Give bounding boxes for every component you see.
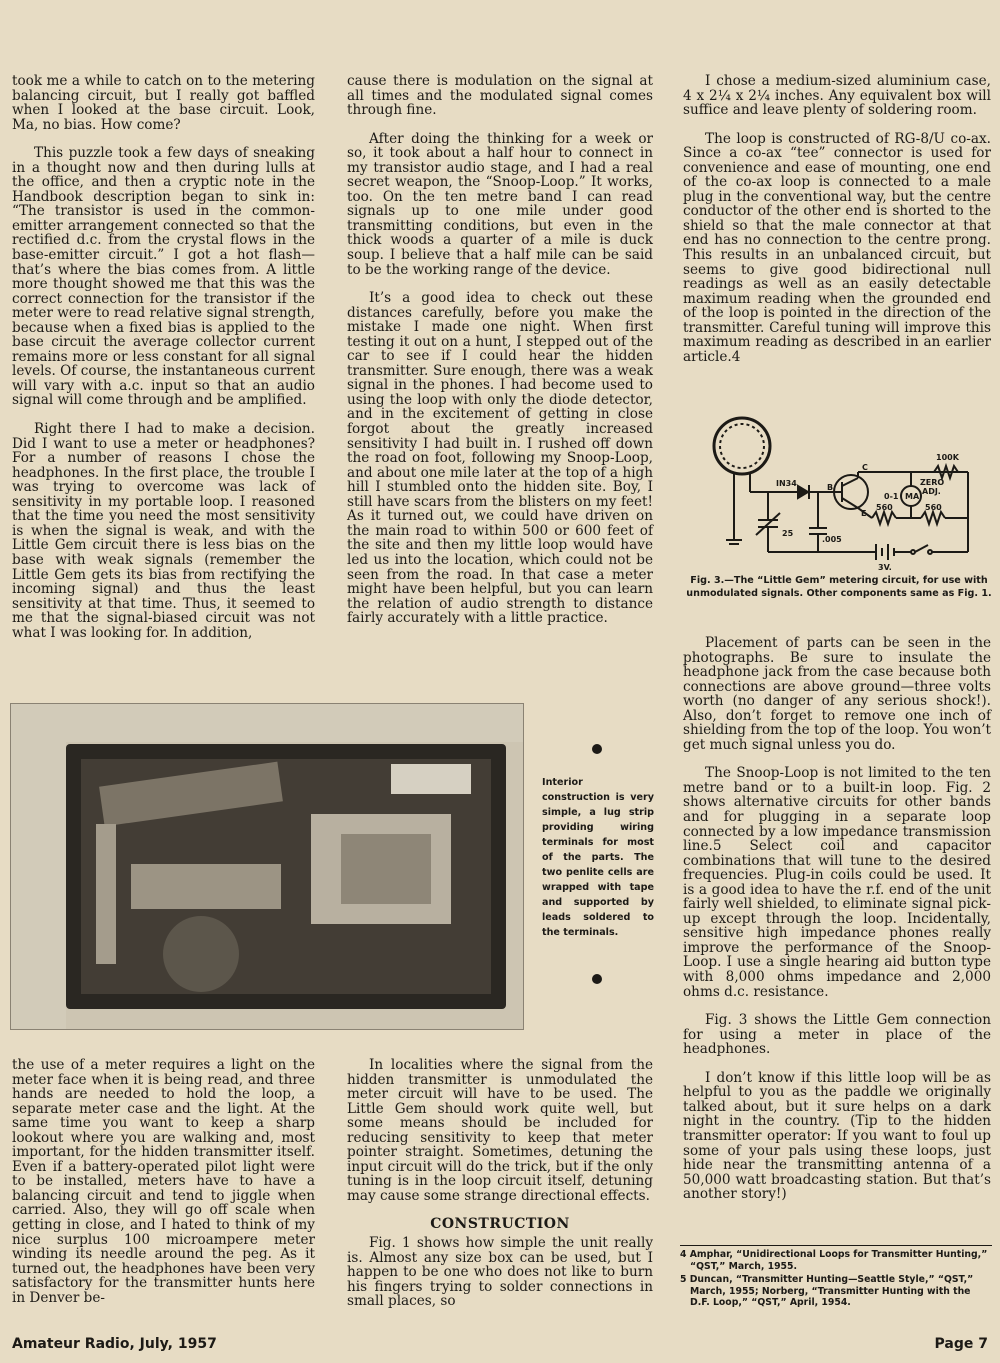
column-1-bottom: [12, 1058, 315, 1319]
base-label: B: [827, 483, 834, 492]
battery-label: 3V.: [878, 563, 892, 570]
paragraph: After doing the thinking for a week or so, it took about a half hour to connect in my transistor audio stage, and I had a real secret weapon, the “Snoop-Loop.” It works, too. On the ten metre band I can read signals up to one mile under good transmitting conditions, but even in the thick woods a quarter of a mile is duck soup. I believe that a half mile can be said to be the working range of the device.: [347, 130, 653, 278]
paragraph: It’s a good idea to check out these distances carefully, before you make the mistake I made one night. When first testing it out on a hunt, I stepped out of the car to see if I could hear the hidden transmitter. Sure enough, there was a weak signal in the phones. I had become used to using the loop with only the diode detector, and in the excitement of getting in close forgot about the greatly increased sensitivity I had built in. I rushed off down the road on foot, following my Snoop-Loop, and about one mile later at the top of a high hill I stumbled onto the hidden site. Boy, I still have scars from the blisters on my feet! As it turned out, we could have driven on the main road to within 500 or 600 feet of the site and then my little loop would have led us into the location, which could not be seen from the road. In that case a meter might have been helpful, but you can learn the relation of audio strength to distance fairly accurately with a little practice.: [347, 290, 653, 627]
column-3-middle: [683, 636, 991, 1216]
section-heading: CONSTRUCTION: [430, 1216, 570, 1233]
paragraph: Placement of parts can be seen in the photographs. Be sure to insulate the headphone jack from the case because both connections are above ground—three volts worth (no danger of any serious shock!). Also, don’t forget to remove one inch of shielding from the top of the loop. You won’t get much signal unless you do.: [683, 635, 991, 753]
footnotes: [680, 1245, 992, 1311]
paragraph: The Snoop-Loop is not limited to the ten metre band or to a built-in loop. Fig. 2 shows alternative circuits for other bands and for plugging in a separate loop connected by a low impedance transmission line.5 Select coil and capacitor combinations that will tune to the desired frequencies. Plug-in coils could be used. It is a good idea to have the r.f. end of the unit fairly well shielded, to eliminate signal pick-up except through the loop. Incidentally, sensitive high impedance phones really improve the performance of the Snoop-Loop. I use a single hearing aid button type with 8,000 ohms impedance and 2,000 ohms d.c. resistance.: [683, 765, 991, 1000]
pot-label: 100K: [936, 453, 959, 462]
loop-coil: [714, 418, 770, 474]
photo-caption: Interior construction is very simple, a lug strip providing wiring terminals for most of the parts. The two penlite cells are wrapped with tape and supported by leads soldered to the terminals.: [542, 777, 654, 938]
diode-symbol: [798, 486, 808, 498]
meter-label: MA: [905, 492, 920, 501]
paragraph: The loop is constructed of RG-8/U co-ax. Since a co-ax “tee” connector is used for convenience and ease of mounting, one end of the co-ax loop is connected to a male plug in the conventional way, but the centre conductor of the other end is shorted to the shield so that the male connector at that end has no connection to the centre prong. This results in an unbalanced circuit, but seems to give good bidirectional null readings as well as an easily detectable maximum reading when the grounded end of the loop is pointed in the direction of the transmitter. Careful tuning will improve this maximum reading as described in an earlier article.4: [683, 130, 991, 365]
adj-label: ADJ.: [922, 487, 941, 496]
column-1-top: [12, 74, 315, 654]
paragraph: I don’t know if this little loop will be as helpful to you as the paddle we originally talked about, but it sure helps on a dark night in the country. (Tip to the hidden transmitter operator: If you want to foul up some of your pals using these loops, just hide near the transmitting antenna of a 50,000 watt broadcasting station. But that’s another story!): [683, 1069, 991, 1203]
photo-image: [11, 704, 523, 1029]
cap2-label: .005: [822, 535, 842, 544]
resistor-560-b: [921, 512, 945, 524]
paragraph: Fig. 1 shows how simple the unit really is. Almost any size box can be used, but I happen to be one who does not like to burn his fingers trying to solder connections in small places, so: [347, 1235, 653, 1310]
paragraph: Fig. 3 shows the Little Gem connection for using a meter in place of the headphones.: [683, 1012, 991, 1058]
diode-label: IN34: [776, 479, 797, 488]
paragraph: Right there I had to make a decision. Did I want to use a meter or headphones? For a number of reasons I chose the headphones. In the first place, the trouble I was trying to overcome was lack of sensitivity in my portable loop. I reasoned that the time you need the most sensitivity is when the signal is weak, and with the Little Gem circuit there is less bias on the base with weak signals (remember the Little Gem gets its bias from rectifying the incoming signal) and thus the least sensitivity at that time. Thus, it seemed to me that the signal-biased circuit was not what I was looking for. In addition,: [12, 421, 315, 641]
r1-label: 560: [876, 503, 893, 512]
column-2-bottom: [347, 1058, 653, 1323]
paragraph: the use of a meter requires a light on the meter face when it is being read, and three hands are needed to hold the loop, a separate meter case and the light. At the same time you want to keep a sharp lookout where you are walking and, most important, for the hidden transmitter itself. Even if a battery-operated pilot light were to be installed, meters have to have a balancing circuit and tend to jiggle when carried. Also, they will go off scale when getting in close, and I hated to think of my nice surplus 100 microampere meter winding its needle around the peg. As it turned out, the headphones have been very satisfactory for the transmitter hunts here in Denver be-: [12, 1057, 315, 1306]
meter-range-label: 0-1: [884, 492, 899, 501]
paragraph: In localities where the signal from the hidden transmitter is unmodulated the meter circuit will have to be used. The Little Gem should work quite well, but some means should be included for reducing sensitivity to keep that meter pointer straight. Sometimes, detuning the input circuit will do the trick, but if the only tuning is in the loop circuit itself, detuning may cause some strange directional effects.: [347, 1057, 653, 1204]
paragraph: This puzzle took a few days of sneaking in a thought now and then during lulls at the office, and then a cryptic note in the Handbook description began to sink in: “The transistor is used in the common-emitter arrangement connected so that the rectified d.c. from the crystal flows in the base-emitter circuit.” I got a hot flash—that’s where the bias comes from. A little more thought showed me that this was the correct connection for the transistor if the meter were to read relative signal strength, because when a fixed bias is applied to the base circuit the average collector current remains more or less constant for all signal levels. Of course, the instantaneous current will vary with a.c. input so that an audio signal will come through and be amplified.: [12, 145, 315, 409]
publication-footer: Amateur Radio, July, 1957: [12, 1336, 217, 1352]
caption-bullet-top: [592, 744, 602, 754]
cap1-label: 25: [782, 529, 794, 538]
interior-photo: [10, 703, 524, 1030]
resistor-560-a: [872, 512, 896, 524]
footnote: 4 Amphar, “Unidirectional Loops for Transmitter Hunting,” “QST,” March, 1955.: [680, 1249, 988, 1272]
r2-label: 560: [925, 503, 942, 512]
column-3-top: [683, 74, 991, 378]
column-2-top: [347, 74, 653, 640]
page-number: Page 7: [934, 1336, 988, 1352]
paragraph: I chose a medium-sized aluminium case, 4 x 2¼ x 2¼ inches. Any equivalent box will suffice and leave plenty of soldering room.: [683, 73, 991, 119]
metering-circuit-schematic: [706, 410, 976, 570]
emitter-label: E: [861, 509, 867, 518]
paragraph: took me a while to catch on to the metering balancing circuit, but I really got baffled when I looked at the base circuit. Look, Ma, no bias. How come?: [12, 73, 315, 133]
collector-label: C: [862, 463, 868, 472]
caption-bullet-bottom: [592, 974, 602, 984]
figure-caption: Fig. 3.—The “Little Gem” metering circuit, for use with unmodulated signals. Other components same as Fig. 1.: [686, 575, 992, 599]
paragraph: cause there is modulation on the signal at all times and the modulated signal comes through fine.: [347, 73, 653, 119]
footnote: 5 Duncan, “Transmitter Hunting—Seattle Style,” “QST,” March, 1955; Norberg, “Transmitter Hunting with the D.F. Loop,” “QST,” April, 1954.: [680, 1274, 974, 1308]
zero-label: ZERO: [920, 478, 945, 487]
